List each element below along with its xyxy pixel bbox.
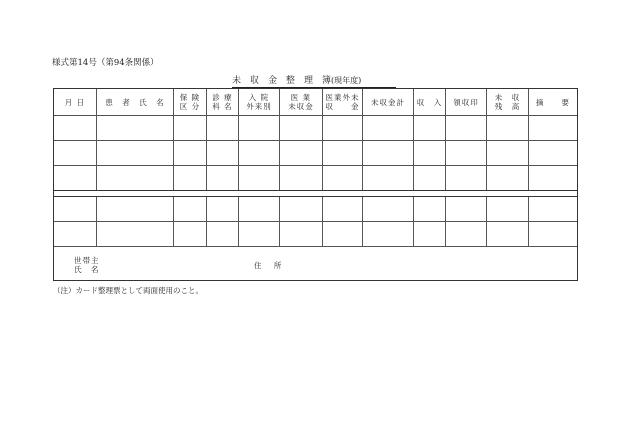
table-cell bbox=[446, 222, 487, 246]
header-medical-unpaid: 医 業 未収金 bbox=[280, 89, 323, 115]
table-cell bbox=[239, 166, 280, 190]
ledger-grid bbox=[54, 89, 577, 280]
table-cell bbox=[363, 116, 414, 140]
table-row bbox=[54, 116, 577, 141]
table-cell bbox=[323, 166, 363, 190]
header-date: 月 日 bbox=[54, 89, 97, 115]
table-cell bbox=[280, 166, 323, 190]
table-cell bbox=[207, 141, 239, 165]
table-cell bbox=[529, 166, 577, 190]
table-cell bbox=[174, 141, 207, 165]
table-cell bbox=[174, 222, 207, 246]
table-cell bbox=[54, 141, 97, 165]
table-cell bbox=[174, 197, 207, 221]
table-cell bbox=[207, 222, 239, 246]
header-row bbox=[54, 89, 577, 116]
table-row bbox=[54, 141, 577, 166]
table-cell bbox=[414, 141, 446, 165]
table-cell bbox=[487, 141, 529, 165]
table-cell bbox=[446, 141, 487, 165]
address-label: 住 所 bbox=[254, 261, 287, 270]
section-divider bbox=[54, 190, 577, 197]
table-cell bbox=[446, 116, 487, 140]
header-receipt-stamp: 領収印 bbox=[446, 89, 487, 115]
table-cell bbox=[280, 141, 323, 165]
table-cell bbox=[363, 166, 414, 190]
table-cell bbox=[97, 141, 174, 165]
table-cell bbox=[207, 166, 239, 190]
householder-name-label: 世帯主 氏 名 bbox=[74, 256, 100, 274]
footer-row bbox=[54, 246, 577, 280]
header-unpaid-total: 未収金計 bbox=[363, 89, 414, 115]
table-cell bbox=[97, 116, 174, 140]
table-cell bbox=[323, 141, 363, 165]
table-cell bbox=[280, 197, 323, 221]
header-insurance: 保 険 区 分 bbox=[174, 89, 207, 115]
table-cell bbox=[363, 222, 414, 246]
table-cell bbox=[487, 222, 529, 246]
title-sub: (現年度) bbox=[331, 76, 362, 85]
header-nonmedical-unpaid: 医業外未 収 金 bbox=[323, 89, 363, 115]
table-cell bbox=[487, 116, 529, 140]
table-cell bbox=[363, 197, 414, 221]
table-cell bbox=[529, 222, 577, 246]
table-cell bbox=[97, 222, 174, 246]
header-in-out: 入 院 外来別 bbox=[239, 89, 280, 115]
table-cell bbox=[174, 116, 207, 140]
table-cell bbox=[529, 197, 577, 221]
table-cell bbox=[446, 197, 487, 221]
table-cell bbox=[446, 166, 487, 190]
table-cell bbox=[323, 197, 363, 221]
table-cell bbox=[54, 222, 97, 246]
table-cell bbox=[239, 197, 280, 221]
table-cell bbox=[239, 141, 280, 165]
table-cell bbox=[414, 116, 446, 140]
header-remaining: 未 収 残 高 bbox=[487, 89, 529, 115]
table-cell bbox=[207, 116, 239, 140]
table-cell bbox=[323, 116, 363, 140]
table-cell bbox=[239, 222, 280, 246]
table-cell bbox=[529, 116, 577, 140]
table-cell bbox=[414, 197, 446, 221]
upper-row-group bbox=[54, 116, 577, 190]
table-cell bbox=[363, 141, 414, 165]
header-remarks: 摘 要 bbox=[536, 97, 570, 107]
note: （注）カード整理票として両面使用のこと。 bbox=[53, 286, 203, 295]
table-cell bbox=[414, 222, 446, 246]
table-cell bbox=[54, 166, 97, 190]
document-title bbox=[232, 73, 396, 88]
lower-row-group bbox=[54, 197, 577, 246]
table-row bbox=[54, 197, 577, 222]
table-cell bbox=[97, 197, 174, 221]
header-patient-name: 患 者 氏 名 bbox=[97, 89, 174, 115]
table-cell bbox=[323, 222, 363, 246]
table-cell bbox=[414, 166, 446, 190]
table-cell bbox=[97, 166, 174, 190]
table-cell bbox=[207, 197, 239, 221]
title-main: 未 収 金 整 理 簿 bbox=[232, 76, 332, 86]
table-cell bbox=[174, 166, 207, 190]
table-cell bbox=[487, 197, 529, 221]
header-department: 診 療 科 名 bbox=[207, 89, 239, 115]
form-id: 様式第14号（第94条関係） bbox=[52, 58, 159, 68]
table-row bbox=[54, 222, 577, 246]
table-row bbox=[54, 166, 577, 190]
table-cell bbox=[280, 116, 323, 140]
table-cell bbox=[239, 116, 280, 140]
table-cell bbox=[54, 116, 97, 140]
table-cell bbox=[529, 141, 577, 165]
ledger-table bbox=[53, 88, 578, 281]
table-cell bbox=[54, 197, 97, 221]
table-cell bbox=[487, 166, 529, 190]
table-cell bbox=[280, 222, 323, 246]
header-income: 収 入 bbox=[414, 89, 446, 115]
